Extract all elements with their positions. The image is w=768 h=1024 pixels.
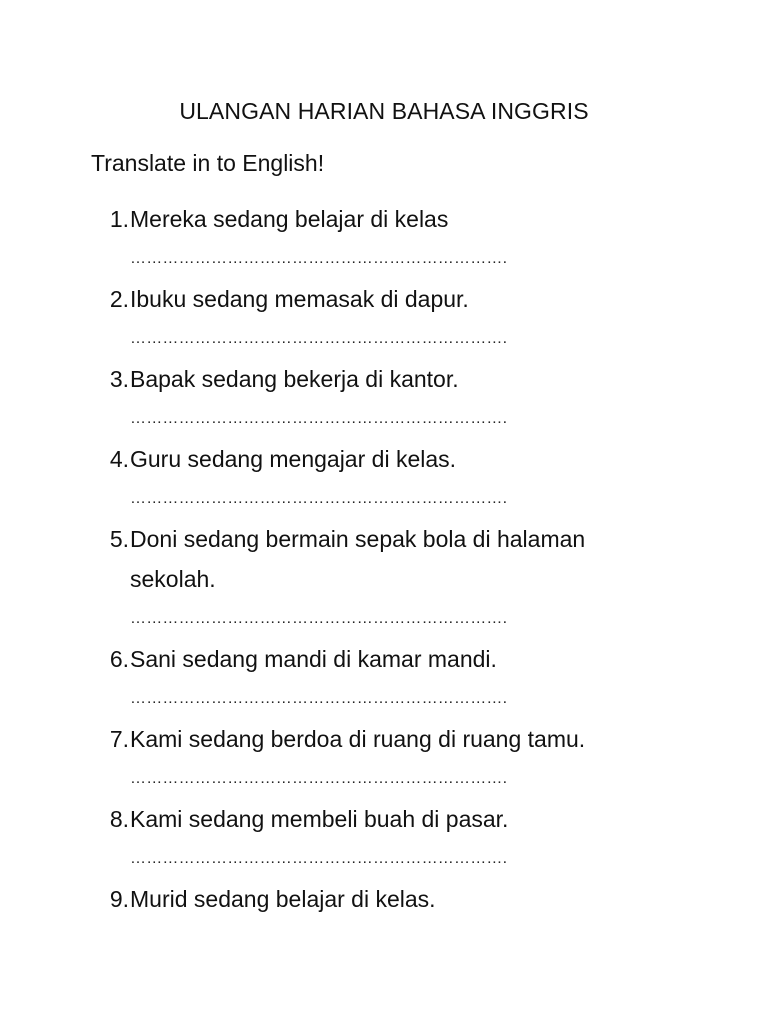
question-number: 9. xyxy=(109,886,129,912)
question-number: 5. xyxy=(109,526,129,552)
question-item xyxy=(0,879,768,919)
question-number: 4. xyxy=(109,446,129,472)
question-number: 1. xyxy=(109,206,129,232)
question-text: Ibuku sedang memasak di dapur. xyxy=(130,286,469,312)
question-number: 2. xyxy=(109,286,129,312)
question-text: Sani sedang mandi di kamar mandi. xyxy=(130,646,497,672)
question-text: Mereka sedang belajar di kelas xyxy=(130,206,449,232)
question-text: Doni sedang bermain sepak bola di halaman sekolah. xyxy=(130,526,586,592)
question-text: Guru sedang mengajar di kelas. xyxy=(130,446,457,472)
answer-blank-line: ……………………………………………………………. xyxy=(130,610,508,627)
answer-blank-line: ……………………………………………………………. xyxy=(130,490,508,507)
question-text: Kami sedang membeli buah di pasar. xyxy=(130,806,509,832)
answer-blank-line: ……………………………………………………………. xyxy=(130,770,508,787)
question-item xyxy=(0,719,768,799)
answer-blank-line: ……………………………………………………………. xyxy=(130,690,508,707)
question-number: 3. xyxy=(109,366,129,392)
question-number: 6. xyxy=(109,646,129,672)
answer-blank-line: ……………………………………………………………. xyxy=(130,330,508,347)
question-text: Murid sedang belajar di kelas. xyxy=(130,886,436,912)
question-item xyxy=(0,519,768,639)
page-title: ULANGAN HARIAN BAHASA INGGRIS xyxy=(179,98,589,124)
question-number: 7. xyxy=(109,726,129,752)
question-list xyxy=(0,199,768,919)
answer-blank-line: ……………………………………………………………. xyxy=(130,850,508,867)
question-item xyxy=(0,359,768,439)
question-item xyxy=(0,439,768,519)
question-item xyxy=(0,279,768,359)
question-item xyxy=(0,639,768,719)
question-text: Bapak sedang bekerja di kantor. xyxy=(130,366,459,392)
question-item xyxy=(0,799,768,879)
question-number: 8. xyxy=(109,806,129,832)
answer-blank-line: ……………………………………………………………. xyxy=(130,410,508,427)
instruction-text: Translate in to English! xyxy=(91,150,325,176)
question-text: Kami sedang berdoa di ruang di ruang tamu. xyxy=(130,726,586,752)
question-item xyxy=(0,199,768,279)
answer-blank-line: ……………………………………………………………. xyxy=(130,250,508,267)
